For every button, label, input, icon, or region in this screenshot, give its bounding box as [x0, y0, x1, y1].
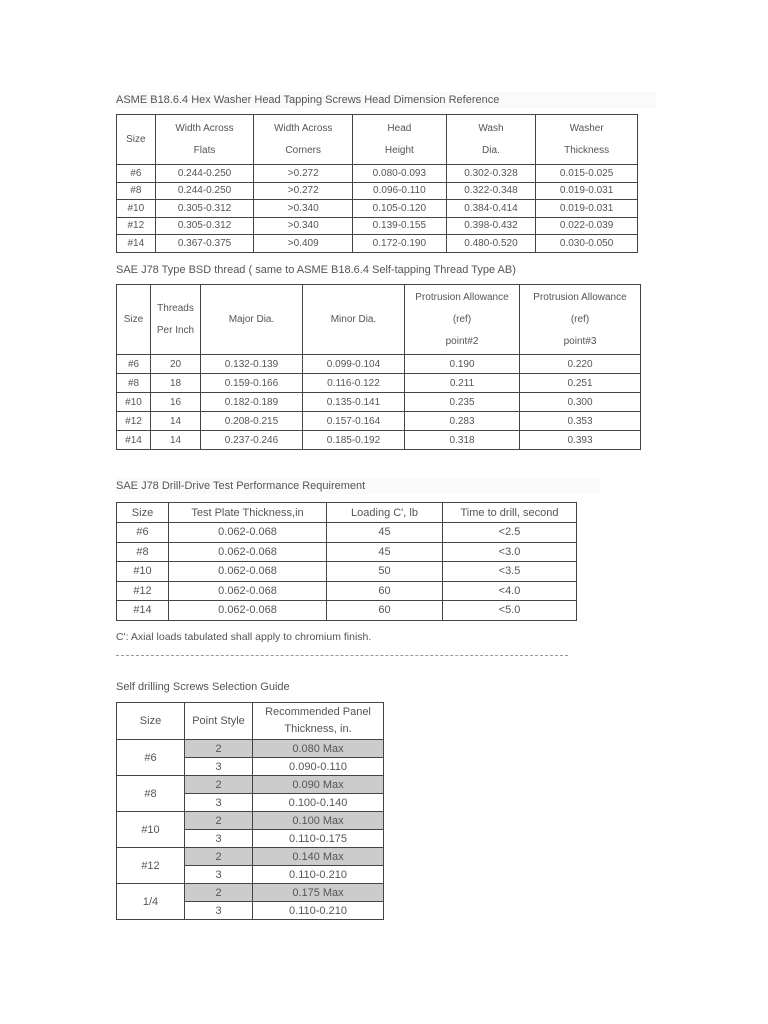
- table-cell: 0.384-0.414: [446, 200, 536, 218]
- table1-header-4: Wash Dia.: [446, 115, 536, 165]
- table-cell: 0.283: [405, 412, 520, 431]
- thickness-cell: 0.100 Max: [253, 812, 384, 830]
- thickness-cell: 0.110-0.210: [253, 902, 384, 920]
- table-row: [117, 562, 577, 582]
- thickness-cell: 0.140 Max: [253, 848, 384, 866]
- table-cell: 0.062-0.068: [169, 523, 327, 543]
- table-cell: >0.340: [254, 217, 353, 235]
- table-row: [117, 740, 384, 758]
- table1-header-0: Size: [117, 115, 156, 165]
- table3-header-3: Time to drill, second: [443, 503, 577, 523]
- point-style-cell: 3: [185, 794, 253, 812]
- table-cell: 0.062-0.068: [169, 542, 327, 562]
- table-cell: 0.235: [405, 393, 520, 412]
- table-cell: 0.305-0.312: [155, 217, 254, 235]
- table-cell: 0.062-0.068: [169, 562, 327, 582]
- thickness-cell: 0.090 Max: [253, 776, 384, 794]
- table4-title: Self drilling Screws Selection Guide: [116, 681, 290, 693]
- thickness-cell: 0.110-0.175: [253, 830, 384, 848]
- table2-header-5: Protrusion Allowance (ref) point#3: [520, 285, 641, 355]
- table-cell: 0.135-0.141: [303, 393, 405, 412]
- table2-header-2: Major Dia.: [201, 285, 303, 355]
- table-cell: 60: [327, 601, 443, 621]
- table-cell: 0.022-0.039: [536, 217, 638, 235]
- point-style-cell: 3: [185, 902, 253, 920]
- table-cell: #12: [117, 581, 169, 601]
- thickness-cell: 0.080 Max: [253, 740, 384, 758]
- table-cell: >0.340: [254, 200, 353, 218]
- table-row: [117, 884, 384, 902]
- table-cell: 0.211: [405, 374, 520, 393]
- point-style-cell: 2: [185, 884, 253, 902]
- table1-header-5: Washer Thickness: [536, 115, 638, 165]
- table-cell: 0.172-0.190: [353, 235, 447, 253]
- table-cell: 0.393: [520, 431, 641, 450]
- table-cell: 0.302-0.328: [446, 165, 536, 183]
- table3-header-1: Test Plate Thickness,in: [169, 503, 327, 523]
- table-cell: 0.062-0.068: [169, 581, 327, 601]
- header-size: Size: [117, 703, 185, 740]
- table-cell: #14: [117, 431, 151, 450]
- table-cell: #14: [117, 235, 156, 253]
- table-cell: 0.322-0.348: [446, 182, 536, 200]
- table3-header-2: Loading C', lb: [327, 503, 443, 523]
- table-cell: 0.080-0.093: [353, 165, 447, 183]
- point-style-cell: 2: [185, 740, 253, 758]
- size-cell: #6: [117, 740, 185, 776]
- table-cell: 16: [151, 393, 201, 412]
- thickness-cell: 0.175 Max: [253, 884, 384, 902]
- table-cell: 0.220: [520, 355, 641, 374]
- table-cell: 0.367-0.375: [155, 235, 254, 253]
- table-cell: >0.409: [254, 235, 353, 253]
- table3-header-0: Size: [117, 503, 169, 523]
- thickness-cell: 0.090-0.110: [253, 758, 384, 776]
- table-cell: #10: [117, 562, 169, 582]
- table-cell: 0.062-0.068: [169, 601, 327, 621]
- table-cell: 0.480-0.520: [446, 235, 536, 253]
- point-style-cell: 2: [185, 812, 253, 830]
- size-cell: 1/4: [117, 884, 185, 920]
- table-row: [117, 431, 641, 450]
- table-cell: #12: [117, 217, 156, 235]
- table-cell: #10: [117, 393, 151, 412]
- selection-guide-table: [116, 702, 384, 920]
- table-cell: >0.272: [254, 165, 353, 183]
- size-cell: #10: [117, 812, 185, 848]
- table-row: [117, 812, 384, 830]
- thickness-cell: 0.110-0.210: [253, 866, 384, 884]
- table-cell: 45: [327, 523, 443, 543]
- table2-header-1: Threads Per Inch: [151, 285, 201, 355]
- table-cell: #10: [117, 200, 156, 218]
- header-panel-thickness: Recommended Panel Thickness, in.: [253, 703, 384, 740]
- table-row: [117, 374, 641, 393]
- table-cell: 14: [151, 412, 201, 431]
- table-cell: #6: [117, 523, 169, 543]
- table-cell: 14: [151, 431, 201, 450]
- table-cell: 0.105-0.120: [353, 200, 447, 218]
- table-cell: 0.096-0.110: [353, 182, 447, 200]
- table-cell: 0.019-0.031: [536, 200, 638, 218]
- table-cell: <2.5: [443, 523, 577, 543]
- table-row: [117, 235, 638, 253]
- table-row: [117, 182, 638, 200]
- table2-header-4: Protrusion Allowance (ref) point#2: [405, 285, 520, 355]
- table-cell: #8: [117, 542, 169, 562]
- table-row: [117, 412, 641, 431]
- table-cell: 0.398-0.432: [446, 217, 536, 235]
- table-row: [117, 848, 384, 866]
- table-cell: 0.030-0.050: [536, 235, 638, 253]
- table-cell: 0.305-0.312: [155, 200, 254, 218]
- table-cell: 0.132-0.139: [201, 355, 303, 374]
- table1-header-3: Head Height: [353, 115, 447, 165]
- table-cell: #6: [117, 355, 151, 374]
- table-row: [117, 523, 577, 543]
- axial-load-note: C': Axial loads tabulated shall apply to chromium finish.: [116, 631, 372, 643]
- table-cell: 0.190: [405, 355, 520, 374]
- table-row: [117, 542, 577, 562]
- point-style-cell: 2: [185, 776, 253, 794]
- table1-header-1: Width Across Flats: [155, 115, 254, 165]
- drill-drive-table: [116, 502, 577, 621]
- point-style-cell: 2: [185, 848, 253, 866]
- table2-title: SAE J78 Type BSD thread ( same to ASME B18.6.4 Self-tapping Thread Type AB): [116, 262, 656, 278]
- table-cell: 0.318: [405, 431, 520, 450]
- table-cell: 60: [327, 581, 443, 601]
- point-style-cell: 3: [185, 758, 253, 776]
- table-row: [117, 393, 641, 412]
- table-cell: 0.157-0.164: [303, 412, 405, 431]
- table-cell: 0.353: [520, 412, 641, 431]
- table-cell: <5.0: [443, 601, 577, 621]
- table1-header-2: Width Across Corners: [254, 115, 353, 165]
- table-row: [117, 581, 577, 601]
- table3-title: SAE J78 Drill-Drive Test Performance Requirement: [116, 478, 600, 494]
- table-cell: 0.116-0.122: [303, 374, 405, 393]
- table-cell: 0.015-0.025: [536, 165, 638, 183]
- table-cell: 0.237-0.246: [201, 431, 303, 450]
- table-cell: #6: [117, 165, 156, 183]
- table-cell: 18: [151, 374, 201, 393]
- table1-title: ASME B18.6.4 Hex Washer Head Tapping Screws Head Dimension Reference: [116, 92, 656, 108]
- table-cell: 0.159-0.166: [201, 374, 303, 393]
- table-cell: 45: [327, 542, 443, 562]
- thread-table: [116, 284, 641, 450]
- table-cell: <3.0: [443, 542, 577, 562]
- size-cell: #8: [117, 776, 185, 812]
- table-cell: #8: [117, 182, 156, 200]
- table-row: [117, 355, 641, 374]
- table-cell: #14: [117, 601, 169, 621]
- table-cell: 0.182-0.189: [201, 393, 303, 412]
- table-cell: 0.251: [520, 374, 641, 393]
- table2-header-0: Size: [117, 285, 151, 355]
- table-row: [117, 165, 638, 183]
- table-cell: <3.5: [443, 562, 577, 582]
- table-row: [117, 200, 638, 218]
- header-point-style: Point Style: [185, 703, 253, 740]
- table-cell: 0.300: [520, 393, 641, 412]
- table-cell: <4.0: [443, 581, 577, 601]
- thickness-cell: 0.100-0.140: [253, 794, 384, 812]
- table-cell: >0.272: [254, 182, 353, 200]
- table-cell: 0.244-0.250: [155, 182, 254, 200]
- point-style-cell: 3: [185, 866, 253, 884]
- table-cell: 0.099-0.104: [303, 355, 405, 374]
- table-row: [117, 601, 577, 621]
- table-cell: 0.019-0.031: [536, 182, 638, 200]
- table-cell: 0.139-0.155: [353, 217, 447, 235]
- size-cell: #12: [117, 848, 185, 884]
- table-cell: #8: [117, 374, 151, 393]
- table-cell: 0.208-0.215: [201, 412, 303, 431]
- point-style-cell: 3: [185, 830, 253, 848]
- table2-header-3: Minor Dia.: [303, 285, 405, 355]
- head-dimension-table: [116, 114, 638, 253]
- table-cell: 0.185-0.192: [303, 431, 405, 450]
- table-cell: #12: [117, 412, 151, 431]
- table-cell: 0.244-0.250: [155, 165, 254, 183]
- table-row: [117, 776, 384, 794]
- table-row: [117, 217, 638, 235]
- dashed-divider: [116, 655, 568, 656]
- table-cell: 20: [151, 355, 201, 374]
- table-cell: 50: [327, 562, 443, 582]
